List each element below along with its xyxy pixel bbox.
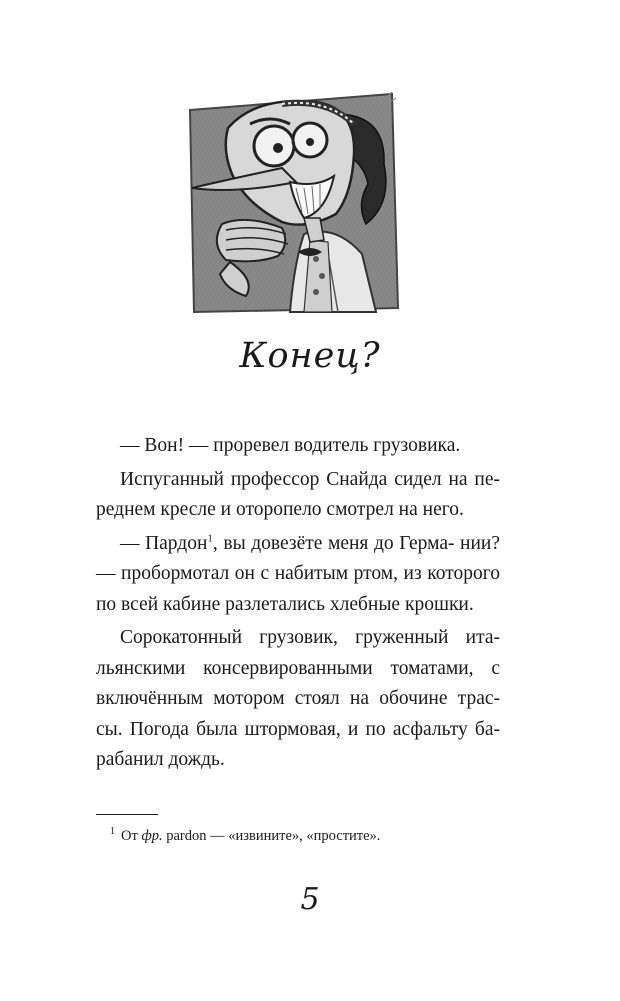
- footnote-divider: [96, 814, 158, 815]
- paragraph: [96, 431, 500, 462]
- footnote-marker: 1: [207, 532, 213, 544]
- page-number: 5: [300, 882, 320, 917]
- text-line: льянскими консервированными томатами,: [96, 657, 474, 679]
- footnote-abbr: фр.: [141, 828, 163, 844]
- text-line: Сорокатонный грузовик, груженный ита-: [120, 627, 500, 648]
- text-line: с включённым мотором стоял на обочине трас-: [96, 657, 500, 709]
- footnote-text: pardon — «извините», «простите».: [166, 828, 381, 844]
- professor-snaida-illustration-icon: [186, 84, 402, 316]
- text-line: — Вон! — проревел водитель грузовика.: [120, 435, 461, 456]
- text-line: которого по всей кабине разлетались хлебные: [96, 563, 501, 615]
- text-line: , вы довезёте меня до Герма-: [212, 532, 455, 554]
- footnote-prefix: От: [121, 828, 138, 844]
- text-line: — Пардон: [120, 532, 208, 554]
- paragraph: [96, 465, 500, 526]
- text-line: нии? — пробормотал он с набитым ртом, из: [96, 532, 501, 584]
- footnote: [110, 828, 510, 845]
- chapter-title: Конец?: [239, 336, 381, 376]
- footnote-number: 1: [110, 826, 115, 838]
- text-line: крошки.: [404, 593, 474, 615]
- text-line: реднем кресле и оторопело смотрел на него.: [96, 499, 464, 520]
- text-line: сы. Погода была штормовая, и по асфальту ба-: [96, 718, 500, 740]
- paragraph: [96, 529, 500, 621]
- paragraph: [96, 623, 500, 776]
- text-line: Испуганный профессор Снайда сидел на пе-: [120, 468, 500, 490]
- text-line: рабанил дождь.: [96, 749, 225, 770]
- body-text: [96, 431, 500, 779]
